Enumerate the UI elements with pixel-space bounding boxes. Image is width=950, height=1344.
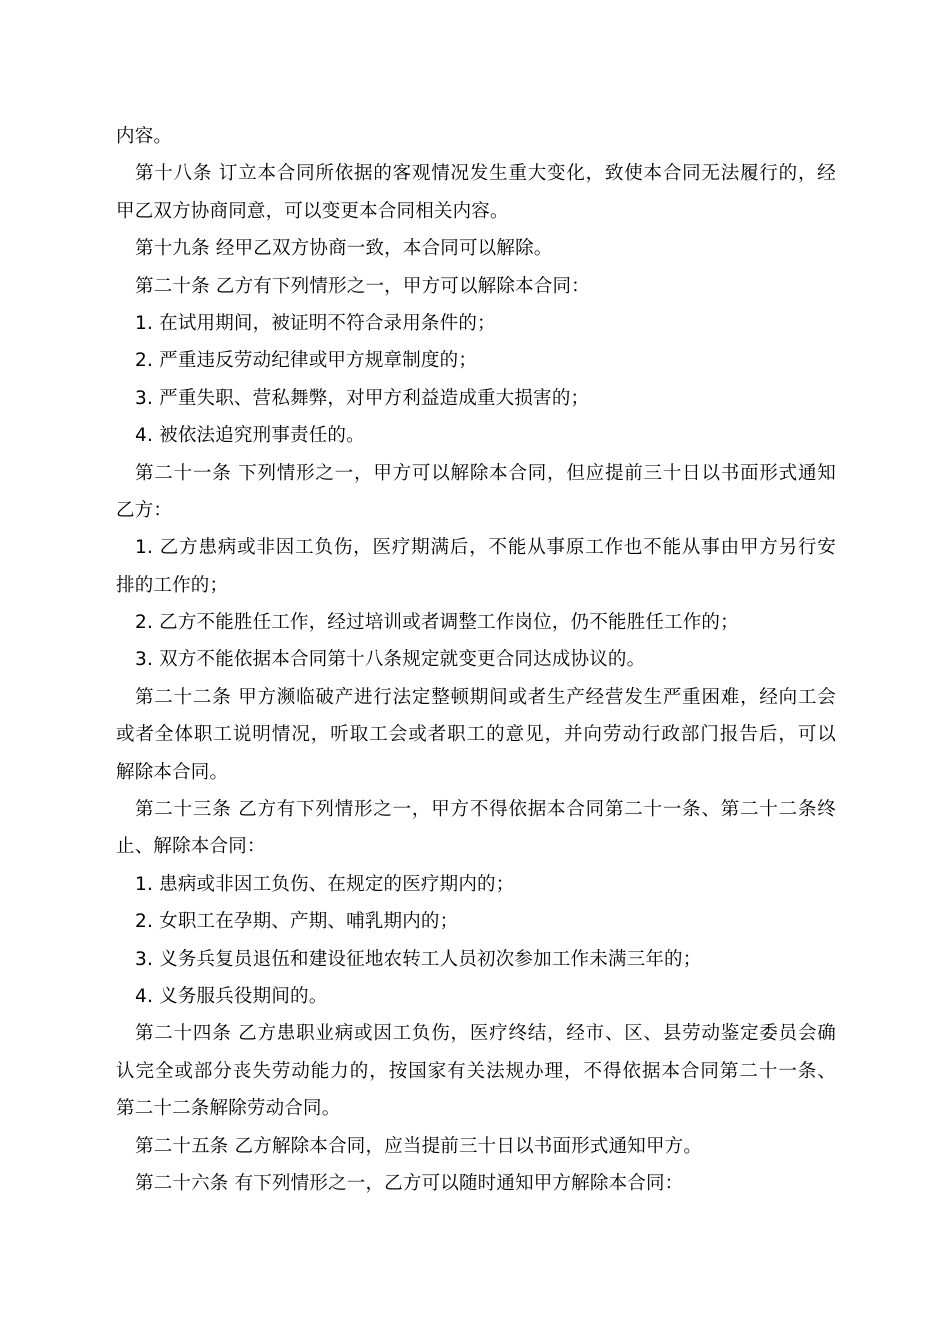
- article-paragraph-line: 第二十五条 乙方解除本合同，应当提前三十日以书面形式通知甲方。: [135, 1135, 703, 1157]
- numbered-item-line: 1. 患病或非因工负伤、在规定的医疗期内的；: [135, 873, 515, 895]
- article-paragraph-line: 第二十三条 乙方有下列情形之一，甲方不得依据本合同第二十一条、第二十二条终: [135, 799, 836, 821]
- article-paragraph-line: 第十八条 订立本合同所依据的客观情况发生重大变化，致使本合同无法履行的，经: [135, 163, 836, 185]
- article-paragraph-line: 第二十条 乙方有下列情形之一，甲方可以解除本合同：: [135, 275, 590, 297]
- continuation-line: 第二十二条解除劳动合同。: [116, 1098, 341, 1120]
- numbered-item-line: 4. 被依法追究刑事责任的。: [135, 425, 365, 447]
- article-paragraph-line: 第二十四条 乙方患职业病或因工负伤，医疗终结，经市、区、县劳动鉴定委员会确: [135, 1023, 836, 1045]
- article-paragraph-line: 第二十六条 有下列情形之一，乙方可以随时通知甲方解除本合同：: [135, 1172, 684, 1194]
- article-paragraph-line: 第十九条 经甲乙双方协商一致，本合同可以解除。: [135, 238, 553, 260]
- numbered-item-line: 2. 乙方不能胜任工作，经过培训或者调整工作岗位，仍不能胜任工作的；: [135, 612, 739, 634]
- numbered-item-line: 3. 严重失职、营私舞弊，对甲方利益造成重大损害的；: [135, 387, 590, 409]
- continuation-line: 甲乙双方协商同意，可以变更本合同相关内容。: [116, 200, 509, 222]
- article-paragraph-line: 第二十二条 甲方濒临破产进行法定整顿期间或者生产经营发生严重困难，经向工会: [135, 686, 836, 708]
- article-paragraph-line: 第二十一条 下列情形之一，甲方可以解除本合同，但应提前三十日以书面形式通知: [135, 462, 836, 484]
- continuation-line: 乙方：: [116, 499, 173, 521]
- numbered-item-line: 2. 严重违反劳动纪律或甲方规章制度的；: [135, 350, 478, 372]
- continuation-line: 止、解除本合同：: [116, 836, 266, 858]
- continuation-line: 解除本合同。: [116, 761, 229, 783]
- numbered-item-line: 4. 义务服兵役期间的。: [135, 985, 328, 1007]
- numbered-item-line: 3. 双方不能依据本合同第十八条规定就变更合同达成协议的。: [135, 649, 646, 671]
- numbered-item-line: 1. 在试用期间，被证明不符合录用条件的；: [135, 312, 496, 334]
- continuation-line: 排的工作的；: [116, 574, 229, 596]
- contract-body-text: [116, 118, 836, 1202]
- continuation-line: 认完全或部分丧失劳动能力的，按国家有关法规办理，不得依据本合同第二十一条、: [116, 1060, 836, 1082]
- continuation-line: 或者全体职工说明情况，听取工会或者职工的意见，并向劳动行政部门报告后，可以: [116, 724, 836, 746]
- numbered-item-line: 1. 乙方患病或非因工负伤，医疗期满后，不能从事原工作也不能从事由甲方另行安: [135, 537, 836, 559]
- numbered-item-line: 2. 女职工在孕期、产期、哺乳期内的；: [135, 911, 459, 933]
- numbered-item-line: 3. 义务兵复员退伍和建设征地农转工人员初次参加工作未满三年的；: [135, 948, 702, 970]
- continuation-line: 内容。: [116, 126, 173, 147]
